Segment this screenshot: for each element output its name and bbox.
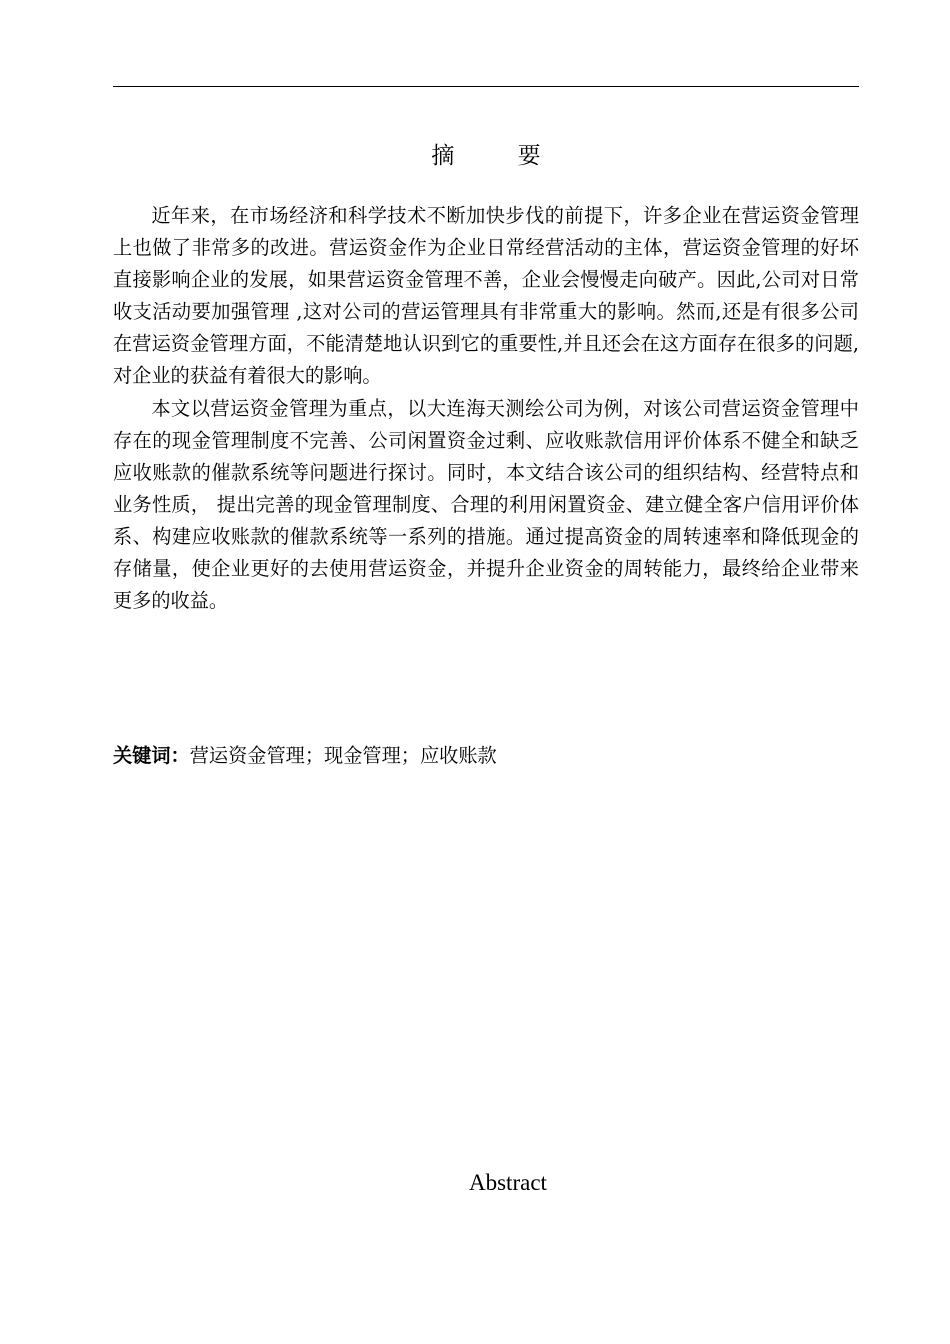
keywords-label: 关键词： <box>113 744 190 767</box>
abstract-title: 摘 要 <box>431 143 569 169</box>
abstract-body <box>113 200 859 617</box>
abstract-paragraph-1: 近年来，在市场经济和科学技术不断加快步伐的前提下，许多企业在营运资金管理上也做了非常多的改进。营运资金作为企业日常经营活动的主体，营运资金管理的好坏直接影响企业的发展，如果营运资金管理不善，企业会慢慢走向破产。因此,公司对日常收支活动要加强管理 ,这对公司的营运管理具有非常重大的影响。然而,还是有很多公司在营运资金管理方面，不能清楚地认识到它的重要性,并且还会在这方面存在很多的问题,对企业的获益有着很大的影响。 <box>113 204 859 388</box>
header-rule <box>113 86 859 87</box>
abstract-english-title: Abstract <box>469 1170 547 1195</box>
keywords-text: 营运资金管理；现金管理；应收账款 <box>189 744 497 767</box>
keywords-line <box>113 740 859 772</box>
abstract-paragraph-2: 本文以营运资金管理为重点，以大连海天测绘公司为例，对该公司营运资金管理中存在的现金管理制度不完善、公司闲置资金过剩、应收账款信用评价体系不健全和缺乏应收账款的催款系统等问题进行探讨。同时，本文结合该公司的组织结构、经营特点和业务性质， 提出完善的现金管理制度、合理的利用闲置资金、建立健全客户信用评价体系、构建应收账款的催款系统等一系列的措施。通过提高资金的周转速率和降低现金的存储量，使企业更好的去使用营运资金，并提升企业资金的周转能力，最终给企业带来更多的收益。 <box>113 396 859 613</box>
